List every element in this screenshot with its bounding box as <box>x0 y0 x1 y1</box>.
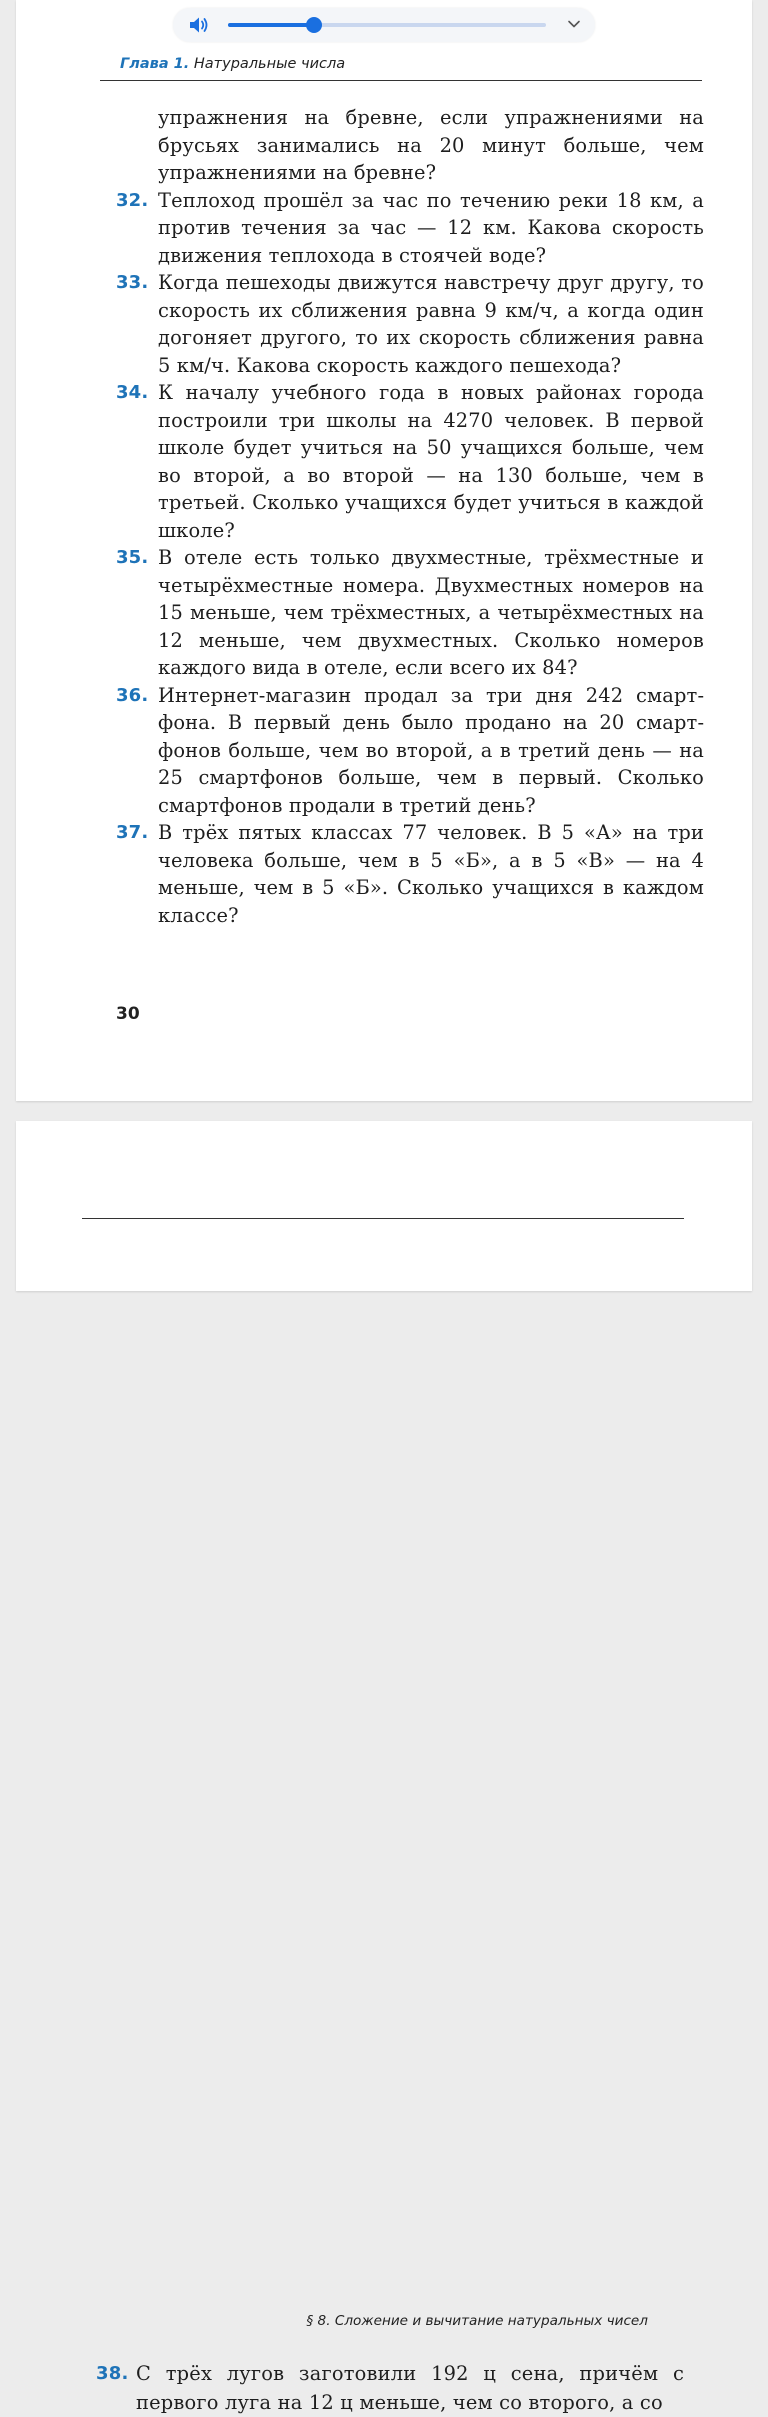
exercise-text: С трёх лугов заготовили 192 ц сена, причём с первого луга на 12 ц меньше, чем со второго, а со <box>136 2362 684 2414</box>
exercise-number: 35. <box>116 547 149 568</box>
audio-progress-fill <box>228 23 314 27</box>
exercise-text: упражнения на бревне, если упражнениями на брусьях занимались на 20 минут больше, чем упражнениями на бревне? <box>158 106 704 184</box>
chapter-label: Глава 1. <box>120 56 190 72</box>
exercise-number: 34. <box>116 382 149 403</box>
exercise-36 <box>116 682 704 820</box>
textbook-page-30 <box>16 0 752 1101</box>
exercise-text: Когда пешеходы движутся навстречу друг другу, то скорость их сближения равна 9 км/ч, а когда один догоняет другого, то их скорость сближения равна 5 км/ч. Какова скорость каждого пешехода? <box>158 271 704 377</box>
exercise-37 <box>116 819 704 929</box>
exercise-number: 38. <box>96 2363 129 2384</box>
audio-progress-handle[interactable] <box>306 17 322 33</box>
exercise-number: 37. <box>116 822 149 843</box>
exercise-number: 33. <box>116 272 149 293</box>
exercise-number: 36. <box>116 684 149 706</box>
exercise-38 <box>96 2359 684 2417</box>
section-header: § 8. Сложение и вычитание натуральных чисел <box>306 2313 648 2329</box>
textbook-page-31 <box>16 1121 752 2414</box>
section-header-rule <box>82 1218 684 1219</box>
header-rule <box>100 80 702 81</box>
page-number: 30 <box>116 1004 140 1024</box>
exercise-list <box>116 104 704 929</box>
exercise-text: Интернет-магазин продал за три дня 242 смартфона. В первый день было продано на 20 смартфонов больше, чем во второй, а в третий день — на 25 смартфонов больше, чем в первый. Сколько смартфонов продали в третий день? <box>158 683 704 817</box>
exercise-33 <box>116 269 704 379</box>
exercise-text: В трёх пятых классах 77 человек. В 5 «А» на три человека больше, чем в 5 «Б», а в 5 «В» — на 4 меньше, чем в 5 «Б». Сколько учащихся в каждом классе? <box>158 821 704 927</box>
exercise-34 <box>116 379 704 544</box>
audio-progress-track[interactable] <box>228 23 546 27</box>
chapter-header <box>120 56 345 72</box>
exercise-number: 32. <box>116 189 149 211</box>
audio-player <box>173 8 595 42</box>
speaker-icon[interactable] <box>189 16 209 34</box>
exercise-text: В отеле есть только двухместные, трёхместные и четырёхместные номера. Двухместных номеров на 15 меньше, чем трёхместных, а четырёхместных на 12 меньше, чем двухместных. Сколько номеров каждого вида в отеле, если всего их 84? <box>158 546 704 679</box>
exercise-text: Теплоход прошёл за час по течению реки 18 км, а против течения за час — 12 км. Какова скорость движения теплохода в стоячей воде? <box>158 188 704 267</box>
exercise-text: К началу учебного года в новых районах города построили три школы на 4270 человек. В первой школе будет учиться на 50 учащихся больше, чем во второй, а во второй — на 130 больше, чем в третьей. Сколько учащихся будет учиться в каждой школе? <box>158 381 704 542</box>
exercise-continuation <box>158 104 704 187</box>
exercise-35 <box>116 544 704 682</box>
exercise-32 <box>116 187 704 270</box>
chapter-title: Натуральные числа <box>193 56 346 72</box>
chevron-down-icon[interactable] <box>567 19 581 29</box>
